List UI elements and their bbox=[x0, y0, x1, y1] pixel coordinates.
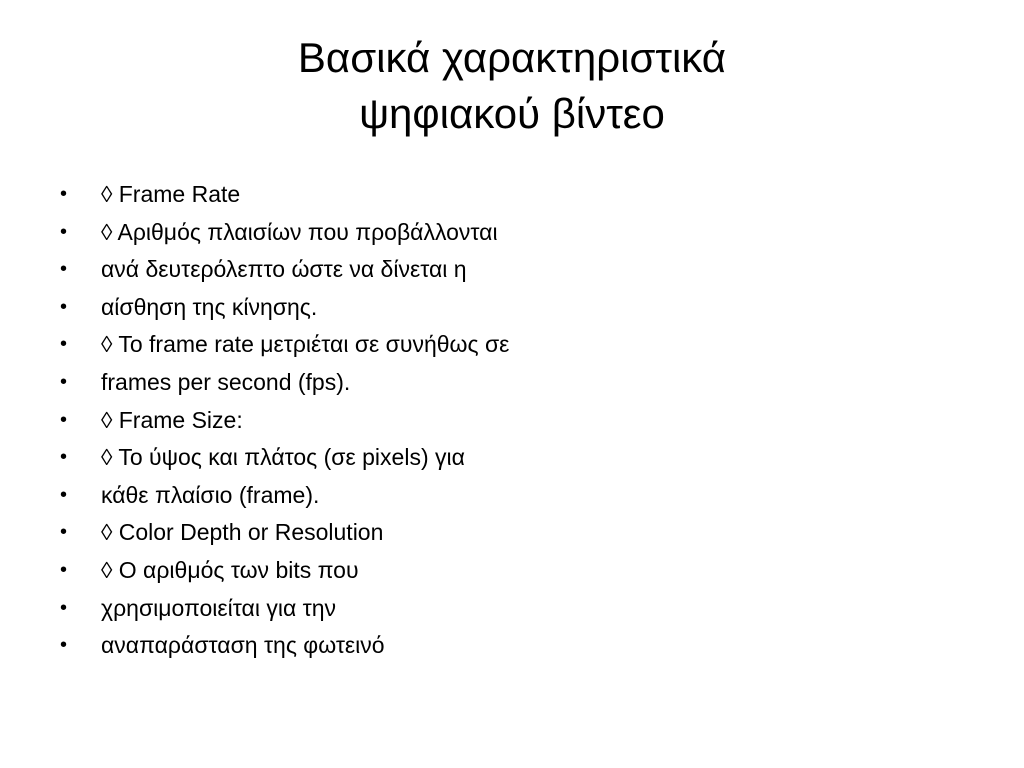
bullet-item bbox=[60, 590, 980, 628]
bullet-text: αναπαράσταση της φωτεινό bbox=[101, 632, 385, 659]
bullet-dot-icon: • bbox=[60, 521, 68, 544]
bullet-text: ανά δευτερόλεπτο ώστε να δίνεται η bbox=[101, 256, 467, 283]
bullet-dot-icon: • bbox=[60, 596, 68, 619]
bullet-item bbox=[60, 514, 980, 552]
bullet-text: ◊ Frame Rate bbox=[101, 181, 241, 207]
bullet-text: ◊ Αριθμός πλαισίων που προβάλλονται bbox=[101, 218, 498, 245]
bullet-dot-icon: • bbox=[60, 258, 68, 281]
bullet-text: κάθε πλαίσιο (frame). bbox=[101, 481, 320, 508]
bullet-text: frames per second (fps). bbox=[101, 368, 351, 395]
bullet-text: ◊ Το ύψος και πλάτος (σε pixels) για bbox=[101, 444, 465, 471]
bullet-text: αίσθηση της κίνησης. bbox=[101, 293, 318, 320]
bullet-dot-icon: • bbox=[60, 446, 68, 469]
bullet-dot-icon: • bbox=[60, 370, 68, 393]
bullet-text: ◊ Frame Size: bbox=[101, 406, 243, 433]
bullet-item bbox=[60, 289, 980, 327]
bullet-item bbox=[60, 364, 980, 402]
slide-title-line-1: Βασικά χαρακτηριστικά bbox=[297, 34, 727, 81]
bullet-text: ◊ Το frame rate μετριέται σε συνήθως σε bbox=[101, 331, 510, 358]
bullet-dot-icon: • bbox=[60, 483, 68, 506]
bullet-list bbox=[60, 176, 980, 665]
bullet-item bbox=[60, 176, 980, 214]
bullet-dot-icon: • bbox=[60, 408, 68, 431]
bullet-item bbox=[60, 214, 980, 252]
bullet-text: ◊ Ο αριθμός των bits που bbox=[101, 556, 359, 583]
bullet-dot-icon: • bbox=[60, 333, 68, 356]
bullet-text: ◊ Color Depth or Resolution bbox=[101, 519, 384, 546]
bullet-text: χρησιμοποιείται για την bbox=[101, 594, 337, 621]
slide-title-line-2: ψηφιακού βίντεο bbox=[359, 90, 665, 137]
bullet-item bbox=[60, 402, 980, 440]
bullet-dot-icon: • bbox=[60, 220, 68, 243]
bullet-item bbox=[60, 251, 980, 289]
bullet-item bbox=[60, 326, 980, 364]
slide-title bbox=[0, 30, 1024, 142]
bullet-item bbox=[60, 552, 980, 590]
bullet-item bbox=[60, 439, 980, 477]
bullet-item bbox=[60, 627, 980, 665]
bullet-dot-icon: • bbox=[60, 634, 68, 657]
bullet-dot-icon: • bbox=[60, 295, 68, 318]
bullet-dot-icon: • bbox=[60, 558, 68, 581]
bullet-item bbox=[60, 477, 980, 515]
bullet-dot-icon: • bbox=[60, 183, 68, 205]
